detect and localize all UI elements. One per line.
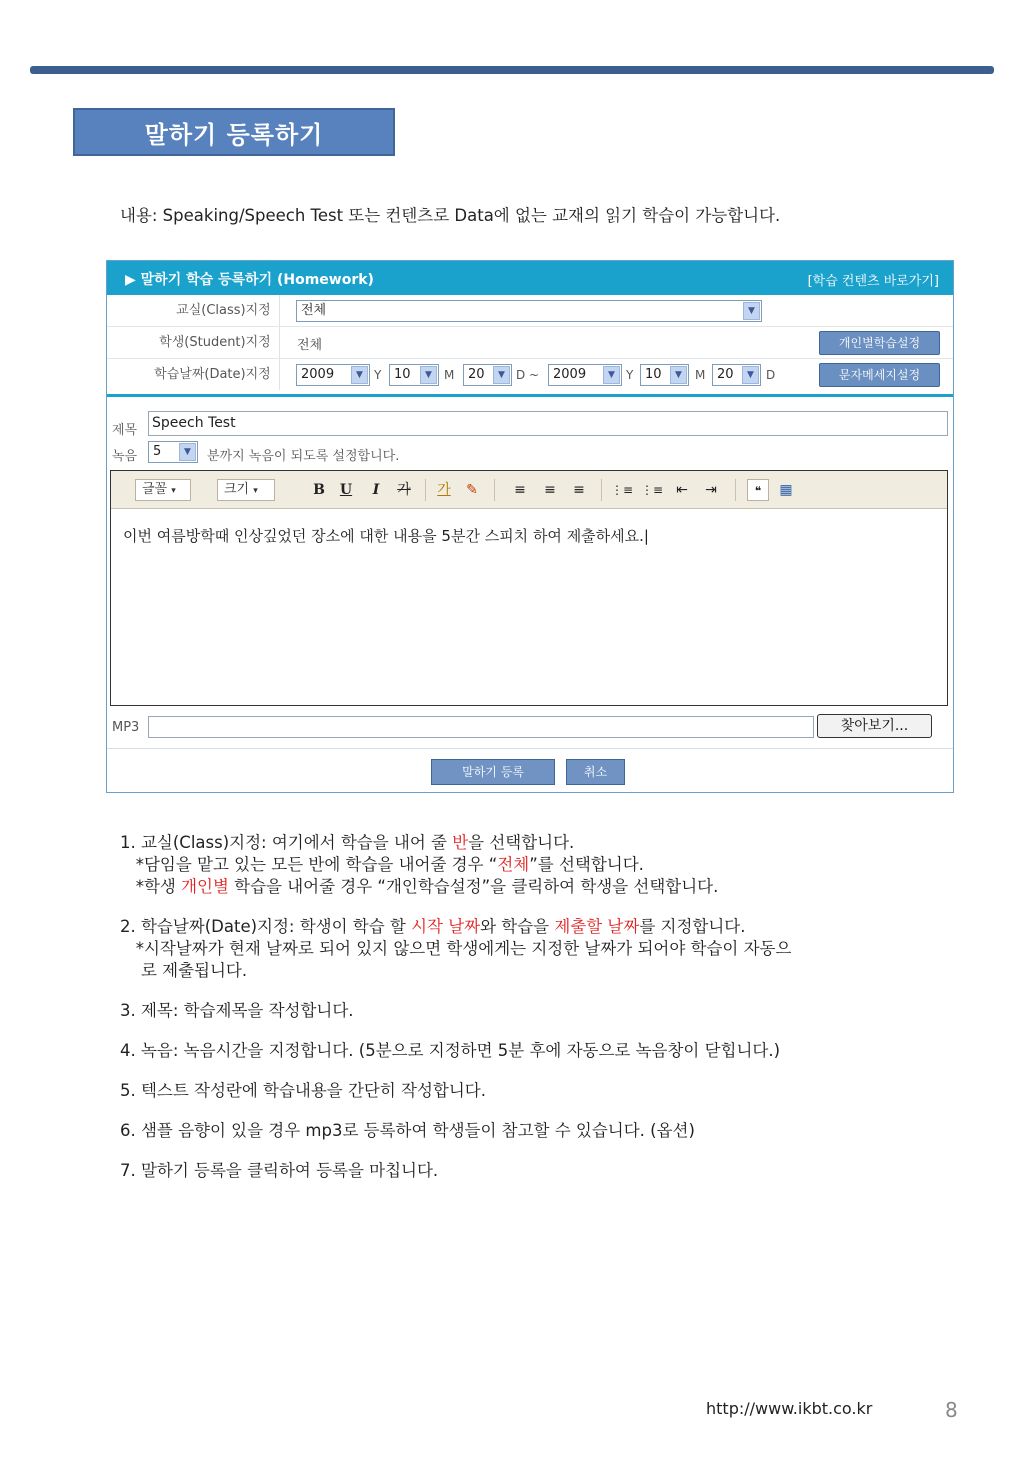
section-divider <box>107 394 953 397</box>
size-dropdown[interactable]: 크기 ▾ <box>217 479 275 501</box>
class-select[interactable] <box>296 300 762 322</box>
end-day-select[interactable]: 20 ▼ <box>712 364 761 386</box>
unit-y-end: Y <box>626 368 634 382</box>
quote-button[interactable]: ❝ <box>747 479 769 501</box>
cancel-button[interactable]: 취소 <box>566 759 625 785</box>
highlight-button[interactable]: ✎ <box>466 482 478 498</box>
browse-button[interactable]: 찾아보기... <box>817 714 932 738</box>
note-6: 6. 샘플 음향이 있을 경우 mp3로 등록하여 학생들이 참고할 수 있습니다. (옵션) <box>120 1121 695 1140</box>
record-label: 녹음 <box>112 449 138 464</box>
mp3-file-input[interactable] <box>148 716 814 738</box>
class-select-value: 전체 <box>301 303 327 318</box>
chevron-down-icon: ▼ <box>420 366 437 384</box>
instructions-list <box>120 832 940 1182</box>
editor-content[interactable]: 이번 여름방학때 인상깊었던 장소에 대한 내용을 5분간 스피치 하여 제출하세요.| <box>123 527 649 545</box>
unit-m-end: M <box>695 368 706 382</box>
end-year-select[interactable]: 2009 ▼ <box>548 364 622 386</box>
end-month-select[interactable]: 10 ▼ <box>640 364 689 386</box>
intro-text: 내용: Speaking/Speech Test 또는 컨텐츠로 Data에 없는 교재의 읽기 학습이 가능합니다. <box>120 206 781 225</box>
table-button[interactable]: ▦ <box>779 482 793 498</box>
chevron-down-icon: ▼ <box>743 302 760 320</box>
italic-button[interactable]: I <box>372 482 380 498</box>
chevron-down-icon: ▼ <box>670 366 687 384</box>
note-1-line-3: *학생 개인별 학습을 내어줄 경우 “개인학습설정”을 클릭하여 학생을 선택합니다. <box>120 877 719 896</box>
sms-setting-button[interactable]: 문자메세지설정 <box>819 363 940 387</box>
unit-y: Y <box>374 368 382 382</box>
toolbar-separator <box>425 479 426 501</box>
start-day-select[interactable]: 20 ▼ <box>463 364 512 386</box>
class-row <box>107 295 953 327</box>
chevron-down-icon: ▼ <box>179 443 196 461</box>
note-2-line-3: 로 제출됩니다. <box>120 961 248 980</box>
align-center-button[interactable]: ≡ <box>544 482 556 498</box>
chevron-down-icon: ▼ <box>742 366 759 384</box>
note-2-line-2: *시작날짜가 현재 날짜로 되어 있지 않으면 학생에게는 지정한 날짜가 되어야 학습이 자동으 <box>120 939 792 958</box>
record-minutes-select[interactable]: 5 ▼ <box>148 441 198 463</box>
content-shortcut-link[interactable]: [학습 컨텐츠 바로가기] <box>807 274 939 289</box>
toolbar-separator <box>601 479 602 501</box>
date-label: 학습날짜(Date)지정 <box>107 359 280 390</box>
toolbar-separator <box>494 479 495 501</box>
note-5: 5. 텍스트 작성란에 학습내용을 간단히 작성합니다. <box>120 1081 486 1100</box>
homework-form-panel <box>106 260 954 793</box>
align-right-button[interactable]: ≡ <box>573 482 585 498</box>
footer-divider <box>107 748 953 749</box>
unordered-list-button[interactable]: ⋮≡ <box>641 483 664 497</box>
subject-input[interactable]: Speech Test <box>148 411 948 436</box>
panel-header-title: ▶ 말하기 학습 등록하기 (Homework) <box>125 272 374 288</box>
align-left-button[interactable]: ≡ <box>514 482 526 498</box>
indent-button[interactable]: ⇥ <box>705 482 717 498</box>
font-dropdown[interactable]: 글꼴 ▾ <box>135 479 191 501</box>
chevron-down-icon: ▼ <box>351 366 368 384</box>
individual-setting-button[interactable]: 개인별학습설정 <box>819 331 940 355</box>
student-label: 학생(Student)지정 <box>107 327 280 358</box>
top-divider-bar <box>30 66 994 74</box>
record-note: 분까지 녹음이 되도록 설정합니다. <box>207 449 400 464</box>
unit-m: M <box>444 368 455 382</box>
strikethrough-button[interactable]: 가 <box>397 482 411 498</box>
underline-button[interactable]: U <box>339 482 353 498</box>
outdent-button[interactable]: ⇤ <box>676 482 688 498</box>
start-year-select[interactable]: 2009 ▼ <box>296 364 370 386</box>
start-month-select[interactable]: 10 ▼ <box>389 364 439 386</box>
note-1: 1. 교실(Class)지정: 여기에서 학습을 내어 줄 반을 선택합니다. <box>120 833 575 852</box>
mp3-label: MP3 <box>112 720 140 735</box>
page-number: 8 <box>945 1398 958 1422</box>
note-3: 3. 제목: 학습제목을 작성합니다. <box>120 1001 354 1020</box>
page-title: 말하기 등록하기 <box>73 108 395 156</box>
submit-speaking-button[interactable]: 말하기 등록 <box>431 759 555 785</box>
note-1-line-2: *담임을 맡고 있는 모든 반에 학습을 내어줄 경우 “전체”를 선택합니다. <box>120 855 644 874</box>
note-7: 7. 말하기 등록을 클릭하여 등록을 마칩니다. <box>120 1161 439 1180</box>
ordered-list-button[interactable]: ⋮≡ <box>611 483 634 497</box>
class-label: 교실(Class)지정 <box>107 295 280 326</box>
text-color-button[interactable]: 가 <box>437 482 451 498</box>
unit-d-end: D <box>766 368 776 382</box>
toolbar-separator <box>735 479 736 501</box>
rich-text-editor <box>110 470 948 706</box>
chevron-down-icon: ▼ <box>493 366 510 384</box>
chevron-down-icon: ▼ <box>603 366 620 384</box>
editor-toolbar <box>111 471 947 509</box>
unit-d-tilde: D ~ <box>516 368 540 382</box>
subject-label: 제목 <box>112 423 138 438</box>
bold-button[interactable]: B <box>313 482 325 498</box>
student-value: 전체 <box>297 338 323 353</box>
note-2: 2. 학습날짜(Date)지정: 학생이 학습 할 시작 날짜와 학습을 제출할 날짜를 지정합니다. <box>120 917 746 936</box>
date-row <box>107 359 953 390</box>
student-row <box>107 327 953 359</box>
panel-header <box>107 261 953 295</box>
footer-url-link[interactable]: http://www.ikbt.co.kr <box>706 1399 873 1418</box>
note-4: 4. 녹음: 녹음시간을 지정합니다. (5분으로 지정하면 5분 후에 자동으로 녹음창이 닫힙니다.) <box>120 1041 781 1060</box>
